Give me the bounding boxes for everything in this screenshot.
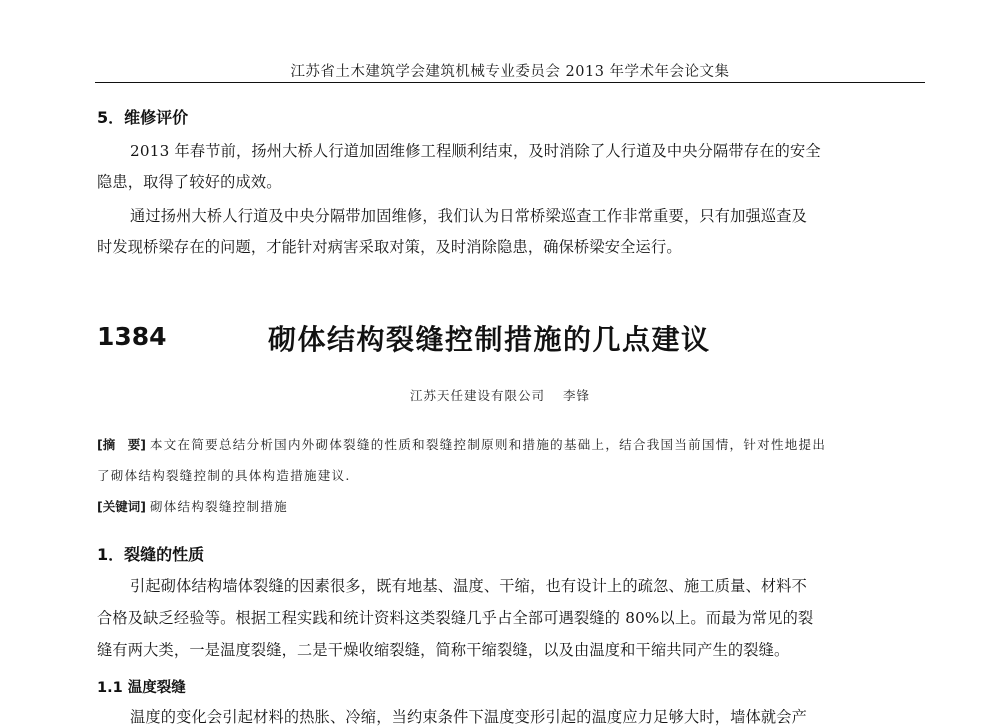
paragraph-line: 引起砌体结构墙体裂缝的因素很多，既有地基、温度、干缩，也有设计上的疏忽、施工质量、材料不 [130,577,808,595]
paragraph-line: 时发现桥梁存在的问题，才能针对病害采取对策，及时消除隐患，确保桥梁安全运行。 [97,238,682,256]
abstract-label: [摘 要] [97,437,146,452]
article-number: 1384 [97,322,167,351]
paragraph-line: 通过扬州大桥人行道及中央分隔带加固维修，我们认为日常桥梁巡查工作非常重要，只有加强巡查及 [130,207,808,225]
paragraph-line: 缝有两大类，一是温度裂缝，二是干燥收缩裂缝，简称干缩裂缝，以及由温度和干缩共同产生的裂缝。 [97,641,790,659]
author-line [0,386,1000,404]
author-name: 李锋 [563,388,591,403]
keywords-text: 砌体结构裂缝控制措施 [149,499,288,514]
abstract-line: 了砌体结构裂缝控制的具体构造措施建议. [97,468,351,483]
section-heading-maintenance-evaluation: 5．维修评价 [97,108,189,127]
header-rule [95,82,925,83]
section-heading-crack-nature: 1．裂缝的性质 [97,545,205,564]
keywords-label: [关键词] [97,499,146,514]
paragraph-line: 合格及缺乏经验等。根据工程实践和统计资料这类裂缝几乎占全部可遇裂缝的 80%以上。而最为常见的裂 [97,609,814,627]
subsection-heading-temperature-cracks: 1.1 温度裂缝 [97,680,186,696]
article-title: 砌体结构裂缝控制措施的几点建议 [268,323,711,356]
paragraph-line: 隐患，取得了较好的成效。 [97,173,282,191]
running-header: 江苏省土木建筑学会建筑机械专业委员会 2013 年学术年会论文集 [290,64,730,80]
abstract-text: 本文在简要总结分析国内外砌体裂缝的性质和裂缝控制原则和措施的基础上，结合我国当前国情，针对性地提出 [149,437,827,452]
paragraph-line: 2013 年春节前，扬州大桥人行道加固维修工程顺利结束，及时消除了人行道及中央分隔带存在的安全 [130,142,821,160]
author-affiliation: 江苏天任建设有限公司 [409,388,545,403]
paragraph-line: 温度的变化会引起材料的热胀、冷缩，当约束条件下温度变形引起的温度应力足够大时，墙体就会产 [130,708,808,726]
keywords-line [97,497,288,515]
abstract-line [97,435,826,453]
